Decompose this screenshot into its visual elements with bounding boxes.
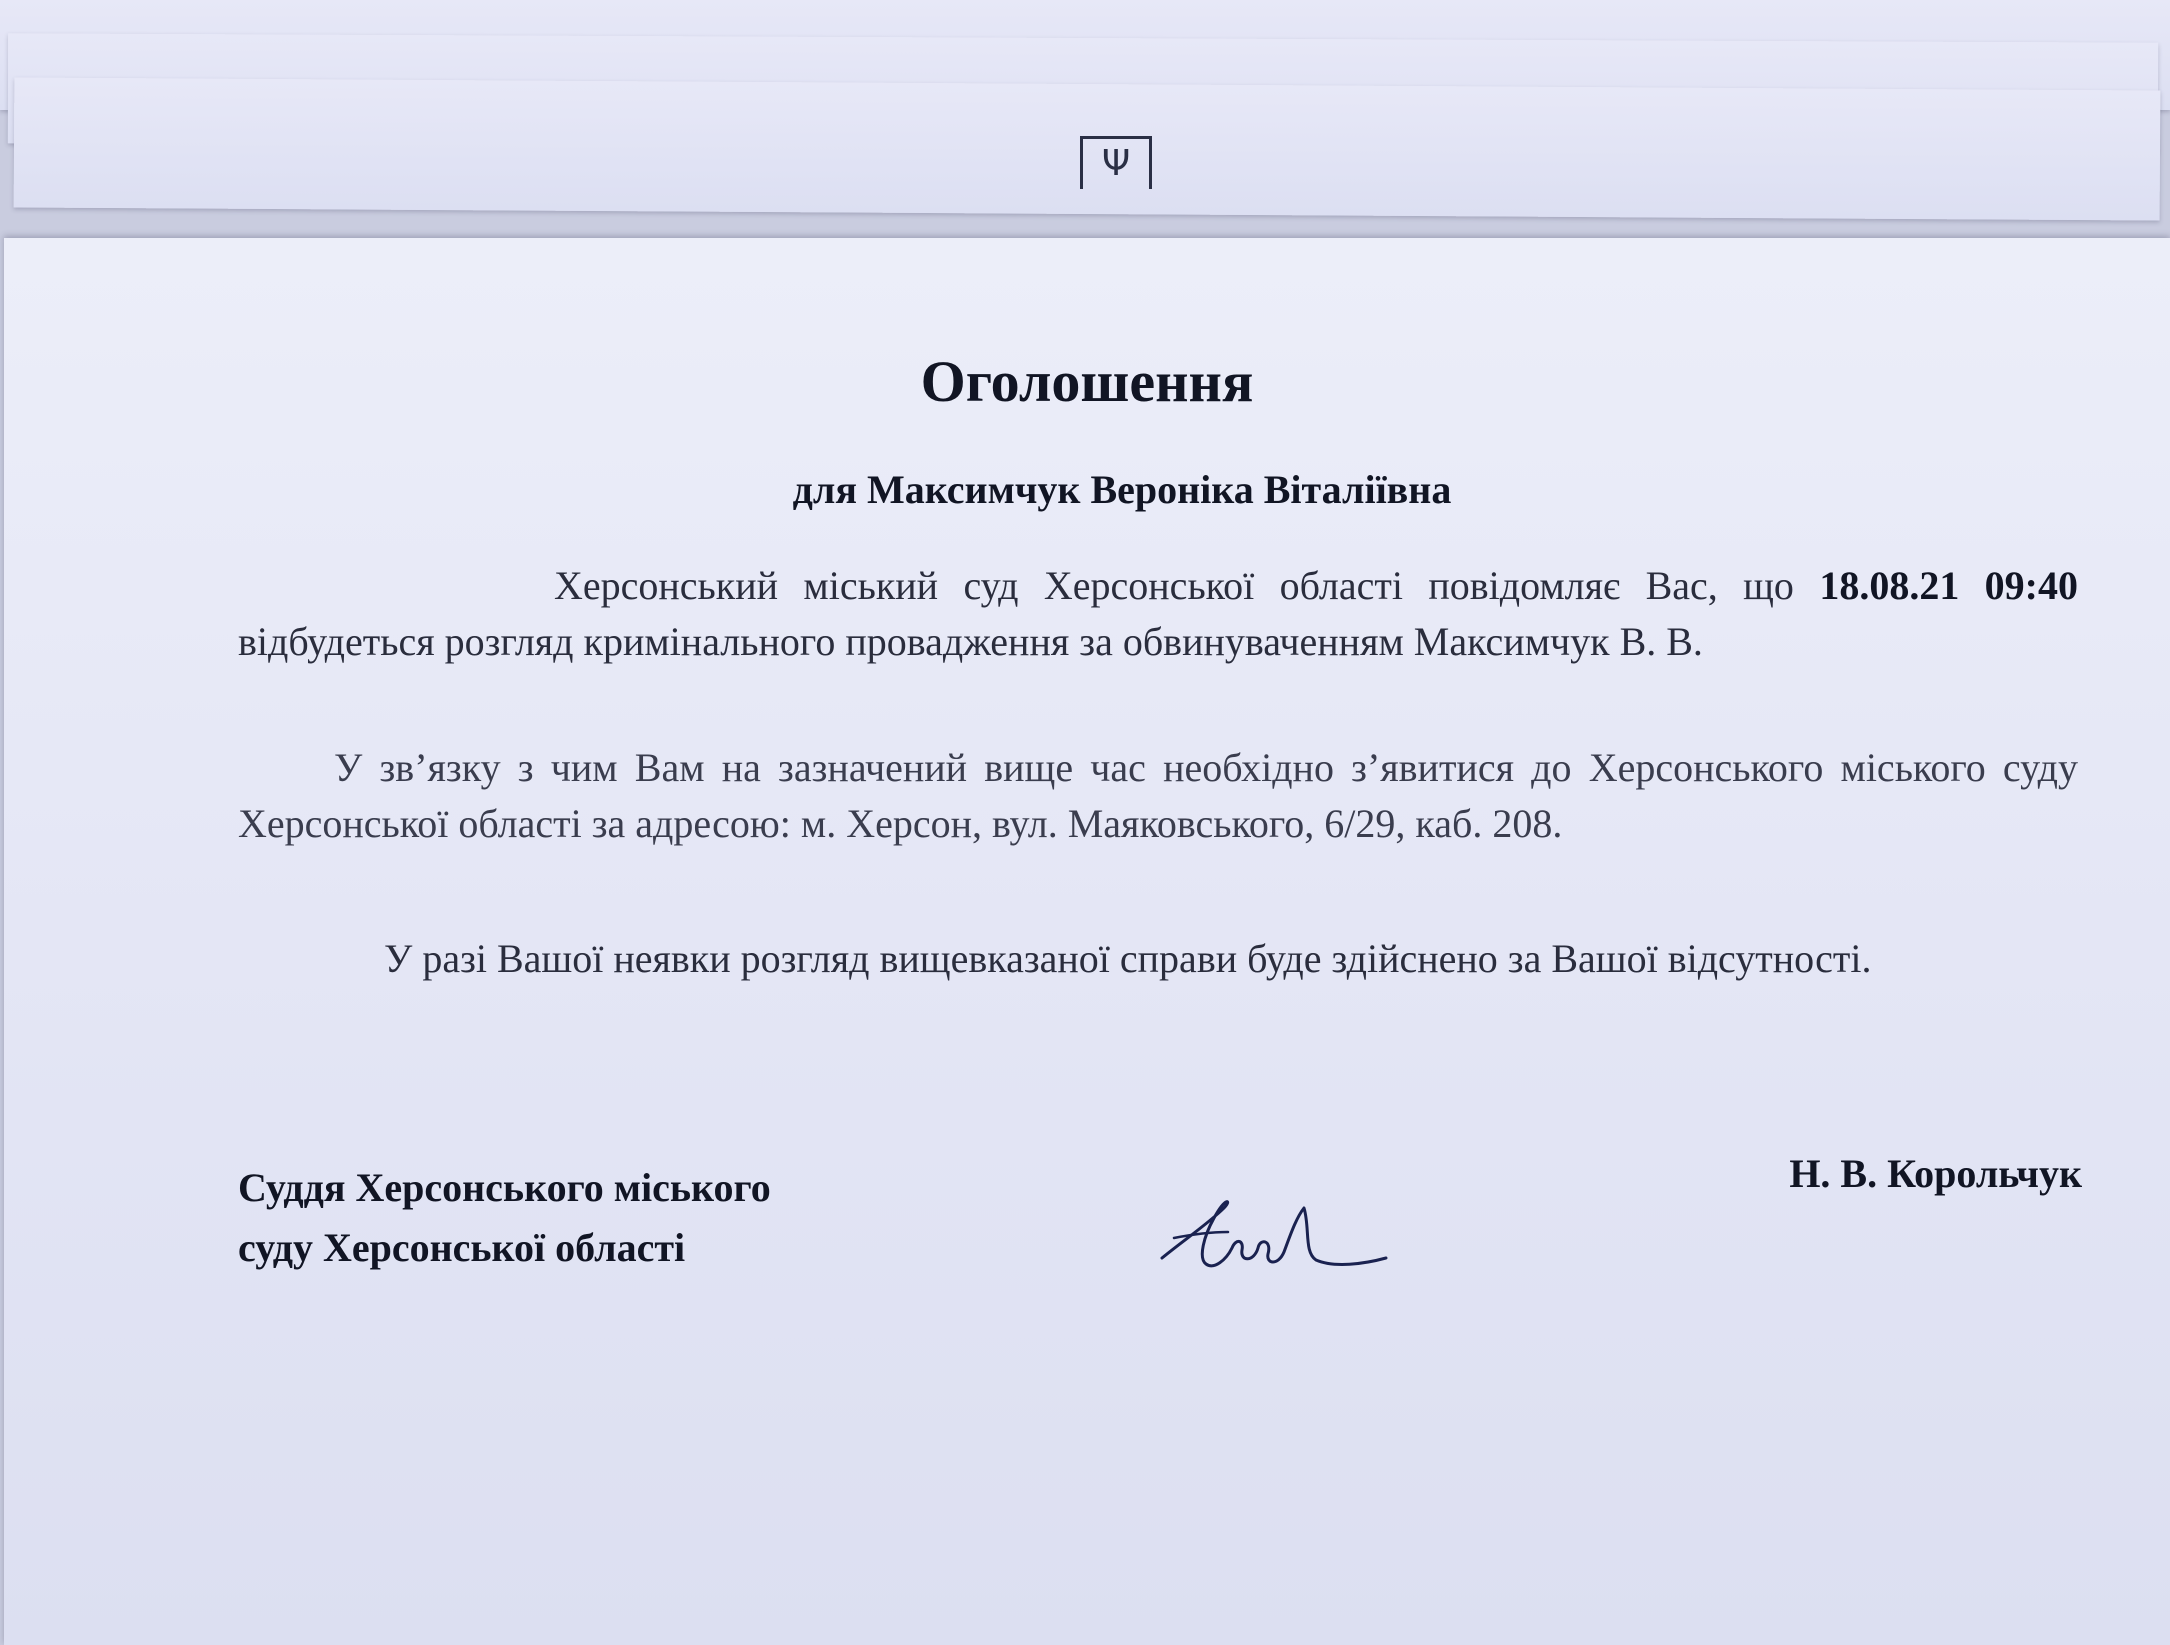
- coat-of-arms-icon: Ψ: [1080, 136, 1152, 189]
- signatory-position-line: Суддя Херсонського міського: [238, 1165, 771, 1210]
- signatory-name: Н. В. Корольчук: [1789, 1151, 2082, 1196]
- handwritten-signature: [1154, 1178, 1394, 1288]
- document-title: Оголошення: [920, 349, 1254, 414]
- notice-lead: Херсонський міський суд Херсонської області повідомляє Вас, що: [554, 563, 1794, 608]
- announcement-sheet: [4, 238, 2170, 1645]
- hearing-datetime: 18.08.21 09:40: [1819, 563, 2079, 608]
- absence-paragraph: У разі Вашої неявки розгляд вищевказаної справи буде здійснено за Вашої відсутності.: [384, 936, 1872, 981]
- signatory-position-line: суду Херсонської області: [238, 1225, 686, 1270]
- notice-rest: відбудеться розгляд кримінального провадження за обвинуваченням Максимчук В. В.: [238, 619, 1703, 664]
- notice-paragraph: [238, 558, 2078, 670]
- addressee-line: для Максимчук Вероніка Віталіївна: [792, 467, 1452, 512]
- signatory-position: [238, 1158, 771, 1278]
- appearance-paragraph: У зв’язку з чим Вам на зазначений вище час необхідно з’явитися до Херсонського міського суду Херсонської області за адресою: м. Херсон, вул. Маяковського, 6/29, каб. 208.: [238, 745, 2078, 846]
